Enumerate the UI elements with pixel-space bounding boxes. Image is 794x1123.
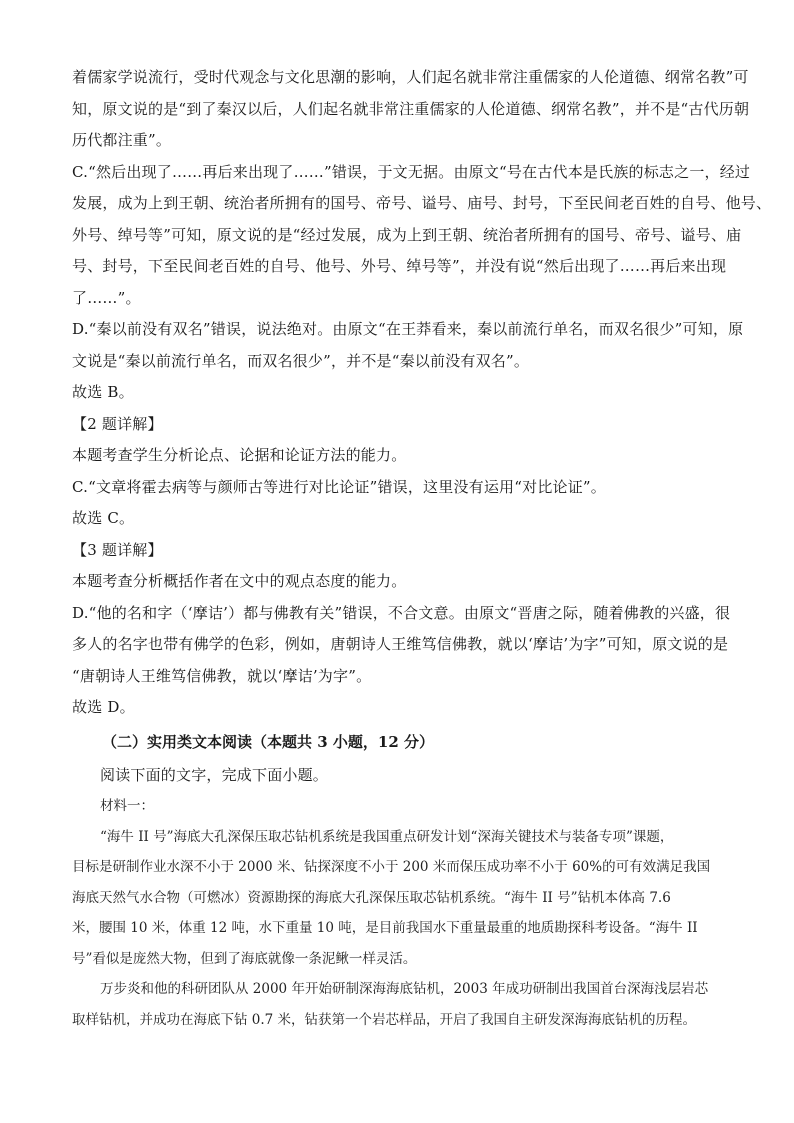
answer-conclusion: 故选 B。 <box>72 383 134 401</box>
answer-conclusion: 故选 C。 <box>72 509 135 527</box>
passage-line: 海底天然气水合物（可燃冰）资源勘探的海底大孔深保压取芯钻机系统。“海牛 II 号”钻机本体高 7.6 <box>72 889 671 906</box>
text-line: 发展，成为上到王朝、统治者所拥有的国号、帝号、谥号、庙号、封号，下至民间老百姓的自号、他号、 <box>72 194 772 212</box>
passage-line: 万步炎和他的科研团队从 2000 年开始研制深海海底钻机，2003 年成功研制出我国首台深海浅层岩芯 <box>100 981 709 997</box>
text-line: 着儒家学说流行，受时代观念与文化思潮的影响，人们起名就非常注重儒家的人伦道德、纲常名教”可 <box>72 68 749 86</box>
material-label: 材料一： <box>100 798 154 814</box>
text-line: 外号、绰号等”可知，原文说的是“经过发展，成为上到王朝、统治者所拥有的国号、帝号、谥号、庙 <box>72 225 742 244</box>
text-line: 本题考查学生分析论点、论据和论证方法的能力。 <box>72 446 407 464</box>
text-line: D.“他的名和字（‘摩诘’）都与佛教有关”错误，不合文意。由原文“晋唐之际，随着佛教的兴盛，很 <box>72 603 731 622</box>
text-line: 多人的名字也带有佛学的色彩，例如，唐朝诗人王维笃信佛教，就以‘摩诘’为字”可知，原文说的是 <box>72 635 729 653</box>
text-line: 知，原文说的是“到了秦汉以后，人们起名就非常注重儒家的人伦道德、纲常名教”，并不是“古代历朝 <box>72 99 750 118</box>
text-line: C.“然后出现了……再后来出现了……”错误，于文无据。由原文“号在古代本是氏族的标志之一，经过 <box>72 162 751 181</box>
text-line: “唐朝诗人王维笃信佛教，就以‘摩诘’为字”。 <box>72 666 372 685</box>
instruction-text: 阅读下面的文字，完成下面小题。 <box>100 765 329 784</box>
text-line: 本题考查分析概括作者在文中的观点态度的能力。 <box>72 572 407 590</box>
question-detail-heading: 【3 题详解】 <box>72 540 163 559</box>
text-line: 号、封号，下至民间老百姓的自号、他号、外号、绰号等”，并没有说“然后出现了……再后来出现 <box>72 257 727 275</box>
document-page <box>72 62 772 1035</box>
text-line: 历代都注重”。 <box>72 131 172 149</box>
passage-line: 号”看似是庞然大物，但到了海底就像一条泥鳅一样灵活。 <box>72 950 417 967</box>
passage-line: 米，腰围 10 米，体重 12 吨，水下重量 10 吨，是目前我国水下重量最重的地质勘探科考设备。“海牛 II <box>72 920 698 936</box>
question-detail-heading: 【2 题详解】 <box>72 414 163 433</box>
material-passage <box>72 822 722 1036</box>
answer-explanation-block <box>72 62 772 724</box>
section-heading: （二）实用类文本阅读（本题共 3 小题，12 分） <box>102 732 434 751</box>
text-line: 了……”。 <box>72 288 141 307</box>
passage-line: 目标是研制作业水深不小于 2000 米、钻探深度不小于 200 米而保压成功率不小于 60%的可有效满足我国 <box>72 859 711 875</box>
text-line: C.“文章将霍去病等与颜师古等进行对比论证”错误，这里没有运用“对比论证”。 <box>72 477 606 496</box>
passage-line: “海牛 II 号”海底大孔深保压取芯钻机系统是我国重点研发计划“深海关键技术与装备专项”课题， <box>100 828 674 845</box>
text-line: 文说是“秦以前流行单名，而双名很少”，并不是“秦以前没有双名”。 <box>72 351 530 370</box>
text-line: D.“秦以前没有双名”错误，说法绝对。由原文“在王莽看来，秦以前流行单名，而双名很少”可知，原 <box>72 320 744 338</box>
answer-conclusion: 故选 D。 <box>72 698 135 716</box>
passage-line: 取样钻机，并成功在海底下钻 0.7 米，钻获第一个岩芯样品，开启了我国自主研发深海海底钻机的历程。 <box>72 1011 697 1028</box>
